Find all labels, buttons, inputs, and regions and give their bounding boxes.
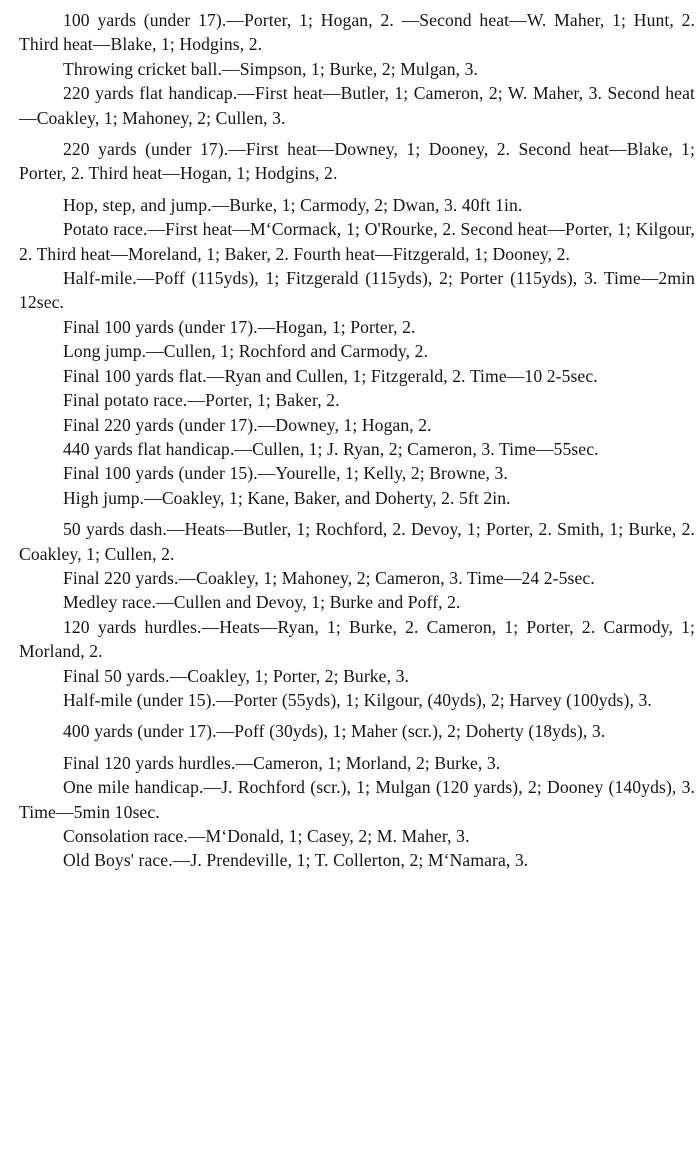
- result-paragraph: Hop, step, and jump.—Burke, 1; Carmody, 2; Dwan, 3. 40ft 1in.: [63, 194, 523, 215]
- result-paragraph: Potato race.—First heat—M‘Cormack, 1; O'Rourke, 2. Second heat—Porter, 1; Kilgour, 2. Third heat—Moreland, 1; Baker, 2. Fourth heat—Fitzgerald, 1; Dooney, 2.: [19, 219, 695, 264]
- result-paragraph: 100 yards (under 17).—Porter, 1; Hogan, 2. —Second heat—W. Maher, 1; Hunt, 2. Third heat—Blake, 1; Hodgins, 2.: [19, 10, 695, 55]
- result-paragraph: 50 yards dash.—Heats—Butler, 1; Rochford, 2. Devoy, 1; Porter, 2. Smith, 1; Burke, 2. Coakley, 1; Cullen, 2.: [19, 519, 695, 564]
- result-paragraph: Final 220 yards (under 17).—Downey, 1; Hogan, 2.: [63, 414, 432, 435]
- result-paragraph: 220 yards (under 17).—First heat—Downey, 1; Dooney, 2. Second heat—Blake, 1; Porter, 2. Third heat—Hogan, 1; Hodgins, 2.: [19, 139, 695, 184]
- result-paragraph: One mile handicap.—J. Rochford (scr.), 1; Mulgan (120 yards), 2; Dooney (140yds), 3. Time—5min 10sec.: [19, 777, 695, 822]
- result-paragraph: Medley race.—Cullen and Devoy, 1; Burke and Poff, 2.: [63, 592, 461, 613]
- result-paragraph: 220 yards flat handicap.—First heat—Butler, 1; Cameron, 2; W. Maher, 3. Second heat—Coakley, 1; Mahoney, 2; Cullen, 3.: [19, 83, 695, 128]
- result-paragraph: Final potato race.—Porter, 1; Baker, 2.: [63, 390, 340, 411]
- result-paragraph: Consolation race.—M‘Donald, 1; Casey, 2; M. Maher, 3.: [63, 826, 470, 846]
- result-paragraph: Final 100 yards flat.—Ryan and Cullen, 1; Fitzgerald, 2. Time—10 2-5sec.: [63, 365, 598, 386]
- result-paragraph: Final 100 yards (under 15).—Yourelle, 1; Kelly, 2; Browne, 3.: [63, 463, 508, 484]
- results-column: [19, 8, 695, 873]
- result-paragraph: Final 220 yards.—Coakley, 1; Mahoney, 2; Cameron, 3. Time—24 2-5sec.: [63, 567, 595, 588]
- result-paragraph: Old Boys' race.—J. Prendeville, 1; T. Collerton, 2; M‘Namara, 3.: [63, 850, 529, 871]
- result-paragraph: Final 120 yards hurdles.—Cameron, 1; Morland, 2; Burke, 3.: [63, 752, 501, 773]
- result-paragraph: Final 100 yards (under 17).—Hogan, 1; Porter, 2.: [63, 316, 416, 337]
- result-paragraph: High jump.—Coakley, 1; Kane, Baker, and Doherty, 2. 5ft 2in.: [63, 487, 511, 508]
- result-paragraph: Long jump.—Cullen, 1; Rochford and Carmody, 2.: [63, 341, 429, 362]
- result-paragraph: 400 yards (under 17).—Poff (30yds), 1; Maher (scr.), 2; Doherty (18yds), 3.: [63, 721, 606, 742]
- result-paragraph: Half-mile.—Poff (115yds), 1; Fitzgerald (115yds), 2; Porter (115yds), 3. Time—2min 12sec.: [19, 268, 695, 313]
- result-paragraph: Final 50 yards.—Coakley, 1; Porter, 2; Burke, 3.: [63, 665, 409, 686]
- result-paragraph: Half-mile (under 15).—Porter (55yds), 1; Kilgour, (40yds), 2; Harvey (100yds), 3.: [63, 689, 652, 710]
- result-paragraph: Throwing cricket ball.—Simpson, 1; Burke, 2; Mulgan, 3.: [63, 58, 478, 79]
- result-paragraph: 120 yards hurdles.—Heats—Ryan, 1; Burke, 2. Cameron, 1; Porter, 2. Carmody, 1; Morland, 2.: [19, 616, 695, 662]
- result-paragraph: 440 yards flat handicap.—Cullen, 1; J. Ryan, 2; Cameron, 3. Time—55sec.: [63, 438, 599, 459]
